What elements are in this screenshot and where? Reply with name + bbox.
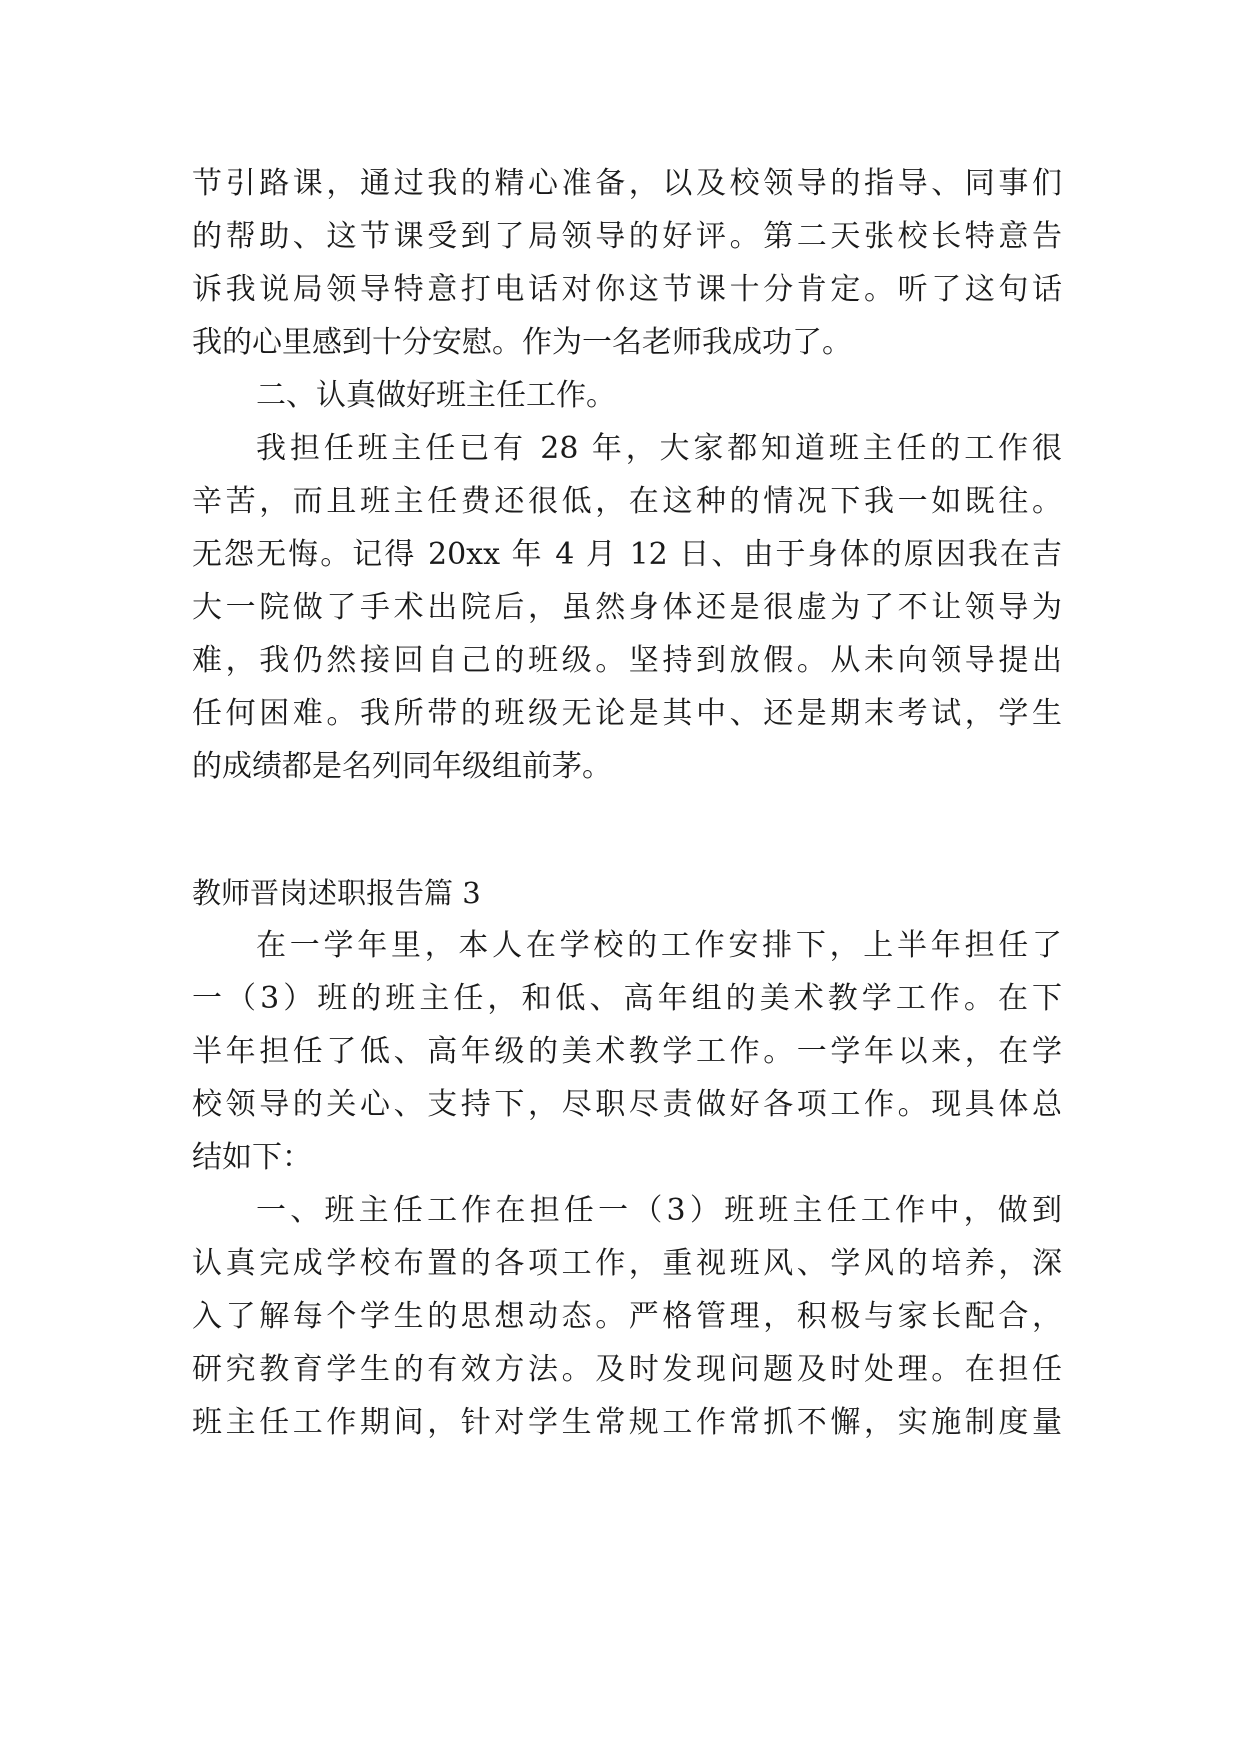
paragraph-line: 我担任班主任已有 28 年，大家都知道班主任的工作很 — [256, 431, 1062, 466]
section-heading-line: 二、认真做好班主任工作。 — [256, 378, 616, 413]
paragraph-line: 结如下： — [192, 1140, 312, 1175]
paragraph-line: 研究教育学生的有效方法。及时发现问题及时处理。在担任 — [192, 1352, 1062, 1387]
paragraph-line: 一（3）班的班主任，和低、高年组的美术教学工作。在下 — [192, 981, 1062, 1016]
paragraph-line: 认真完成学校布置的各项工作，重视班风、学风的培养，深 — [192, 1246, 1062, 1281]
paragraph-line: 在一学年里，本人在学校的工作安排下，上半年担任了 — [256, 928, 1062, 963]
paragraph-line: 无怨无悔。记得 20xx 年 4 月 12 日、由于身体的原因我在吉 — [192, 537, 1062, 572]
paragraph-line: 半年担任了低、高年级的美术教学工作。一学年以来，在学 — [192, 1034, 1062, 1069]
paragraph-line: 任何困难。我所带的班级无论是其中、还是期末考试，学生 — [192, 696, 1062, 731]
paragraph-line: 入了解每个学生的思想动态。严格管理，积极与家长配合， — [192, 1299, 1062, 1334]
paragraph-line: 一、班主任工作在担任一（3）班班主任工作中，做到 — [256, 1193, 1062, 1228]
paragraph-line: 难，我仍然接回自己的班级。坚持到放假。从未向领导提出 — [192, 643, 1062, 678]
document-section-title: 教师晋岗述职报告篇 3 — [192, 876, 481, 910]
paragraph-line: 的帮助、这节课受到了局领导的好评。第二天张校长特意告 — [192, 219, 1062, 254]
paragraph-line: 班主任工作期间，针对学生常规工作常抓不懈，实施制度量 — [192, 1405, 1062, 1440]
paragraph-line: 大一院做了手术出院后，虽然身体还是很虚为了不让领导为 — [192, 590, 1062, 625]
paragraph-line: 辛苦，而且班主任费还很低，在这种的情况下我一如既往。 — [192, 484, 1062, 519]
paragraph-line: 诉我说局领导特意打电话对你这节课十分肯定。听了这句话 — [192, 272, 1062, 307]
paragraph-line: 我的心里感到十分安慰。作为一名老师我成功了。 — [192, 325, 852, 360]
paragraph-line: 的成绩都是名列同年级组前茅。 — [192, 749, 612, 784]
paragraph-line: 校领导的关心、支持下，尽职尽责做好各项工作。现具体总 — [192, 1087, 1062, 1122]
paragraph-line: 节引路课，通过我的精心准备，以及校领导的指导、同事们 — [192, 166, 1062, 201]
